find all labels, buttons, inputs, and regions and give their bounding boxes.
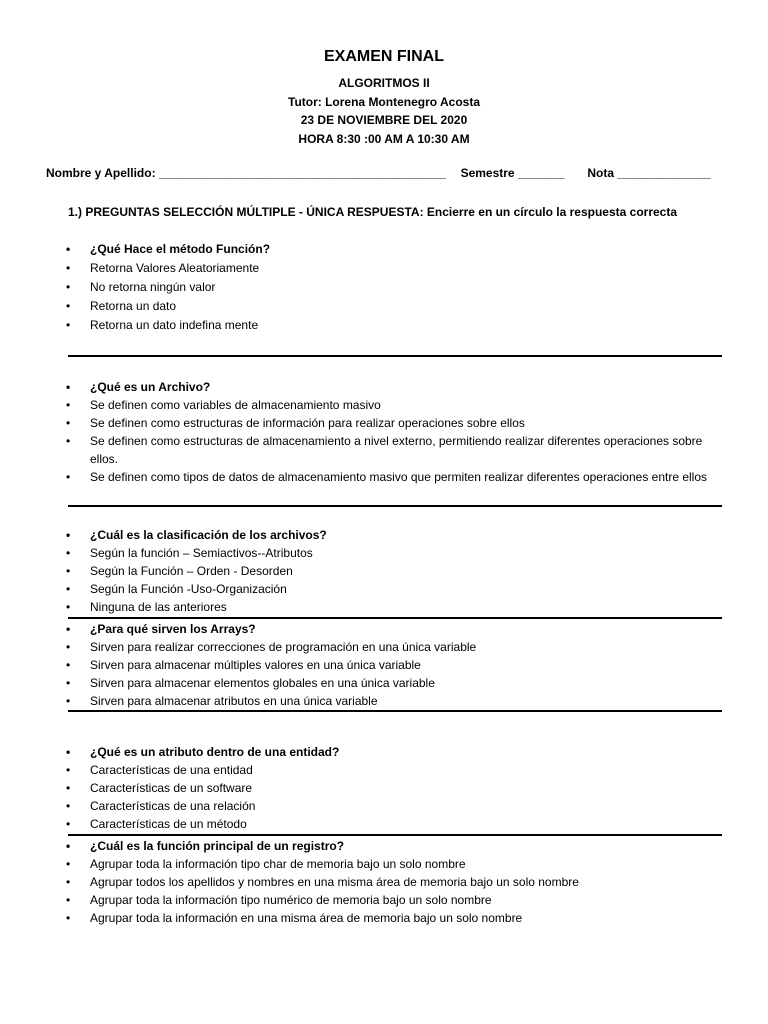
name-field-label: Nombre y Apellido: ___________________________________________	[46, 166, 446, 180]
answer-option: • Según la Función -Uso-Organización	[0, 580, 768, 598]
subject-name: ALGORITMOS II	[338, 76, 430, 90]
answer-option: • Ninguna de las anteriores	[0, 598, 768, 616]
question-block-1	[0, 240, 768, 334]
divider-line	[68, 834, 722, 836]
question-block-2	[0, 378, 768, 486]
grade-field-label: Nota ______________	[587, 166, 711, 180]
exam-date: 23 DE NOVIEMBRE DEL 2020	[300, 113, 468, 127]
exam-time: HORA 8:30 :00 AM A 10:30 AM	[298, 131, 470, 146]
answer-option: • Según la Función – Orden - Desorden	[0, 562, 768, 580]
exam-header	[0, 48, 768, 148]
answer-option: • Según la función – Semiactivos--Atributos	[0, 544, 768, 562]
answer-option: • Sirven para almacenar múltiples valores en una única variable	[0, 656, 768, 674]
answer-option: • Retorna Valores Aleatoriamente	[0, 259, 768, 277]
answer-option: • No retorna ningún valor	[0, 278, 768, 296]
answer-option: • Se definen como variables de almacenamiento masivo	[0, 396, 768, 414]
exam-title: EXAMEN FINAL	[324, 48, 444, 65]
answer-option: • Retorna un dato indefina mente	[0, 316, 768, 334]
answer-option: • Características de un software	[0, 779, 768, 797]
question-text: • ¿Cuál es la función principal de un registro?	[0, 837, 768, 855]
question-text: • ¿Para qué sirven los Arrays?	[0, 620, 768, 638]
answer-option: • Se definen como estructuras de almacenamiento a nivel externo, permitiendo realizar diferentes operaciones sobre ellos.	[0, 432, 768, 468]
question-block-4	[0, 620, 768, 710]
answer-option: • Agrupar todos los apellidos y nombres en una misma área de memoria bajo un solo nombre	[0, 873, 768, 891]
semester-field-label: Semestre _______	[460, 166, 565, 180]
question-block-6	[0, 837, 768, 927]
answer-option: • Se definen como tipos de datos de almacenamiento masivo que permiten realizar diferentes operaciones entre ellos	[0, 468, 768, 486]
answer-option: • Características de un método	[0, 815, 768, 833]
answer-option: • Agrupar toda la información tipo char de memoria bajo un solo nombre	[0, 855, 768, 873]
tutor-name: Tutor: Lorena Montenegro Acosta	[288, 94, 480, 109]
answer-option: • Se definen como estructuras de información para realizar operaciones sobre ellos	[0, 414, 768, 432]
divider-line	[68, 617, 722, 619]
answer-option: • Sirven para almacenar atributos en una única variable	[0, 692, 768, 710]
answer-option: • Características de una relación	[0, 797, 768, 815]
answer-option: • Sirven para realizar correcciones de programación en una única variable	[0, 638, 768, 656]
question-text: • ¿Qué es un atributo dentro de una entidad?	[0, 743, 768, 761]
section-title: 1.) PREGUNTAS SELECCIÓN MÚLTIPLE - ÚNICA RESPUESTA: Encierre en un círculo la respuesta correcta	[68, 205, 678, 219]
question-text: • ¿Qué es un Archivo?	[0, 378, 768, 396]
answer-option: • Agrupar toda la información en una misma área de memoria bajo un solo nombre	[0, 909, 768, 927]
question-text: • ¿Qué Hace el método Función?	[0, 240, 768, 258]
answer-option: • Retorna un dato	[0, 297, 768, 315]
answer-option: • Sirven para almacenar elementos globales en una única variable	[0, 674, 768, 692]
answer-option: • Características de una entidad	[0, 761, 768, 779]
question-block-5	[0, 743, 768, 833]
question-text: • ¿Cuál es la clasificación de los archivos?	[0, 526, 768, 544]
question-block-3	[0, 526, 768, 616]
answer-option: • Agrupar toda la información tipo numérico de memoria bajo un solo nombre	[0, 891, 768, 909]
divider-line	[68, 355, 722, 357]
divider-line	[68, 710, 722, 712]
divider-line	[68, 505, 722, 507]
student-info-line	[46, 166, 746, 180]
